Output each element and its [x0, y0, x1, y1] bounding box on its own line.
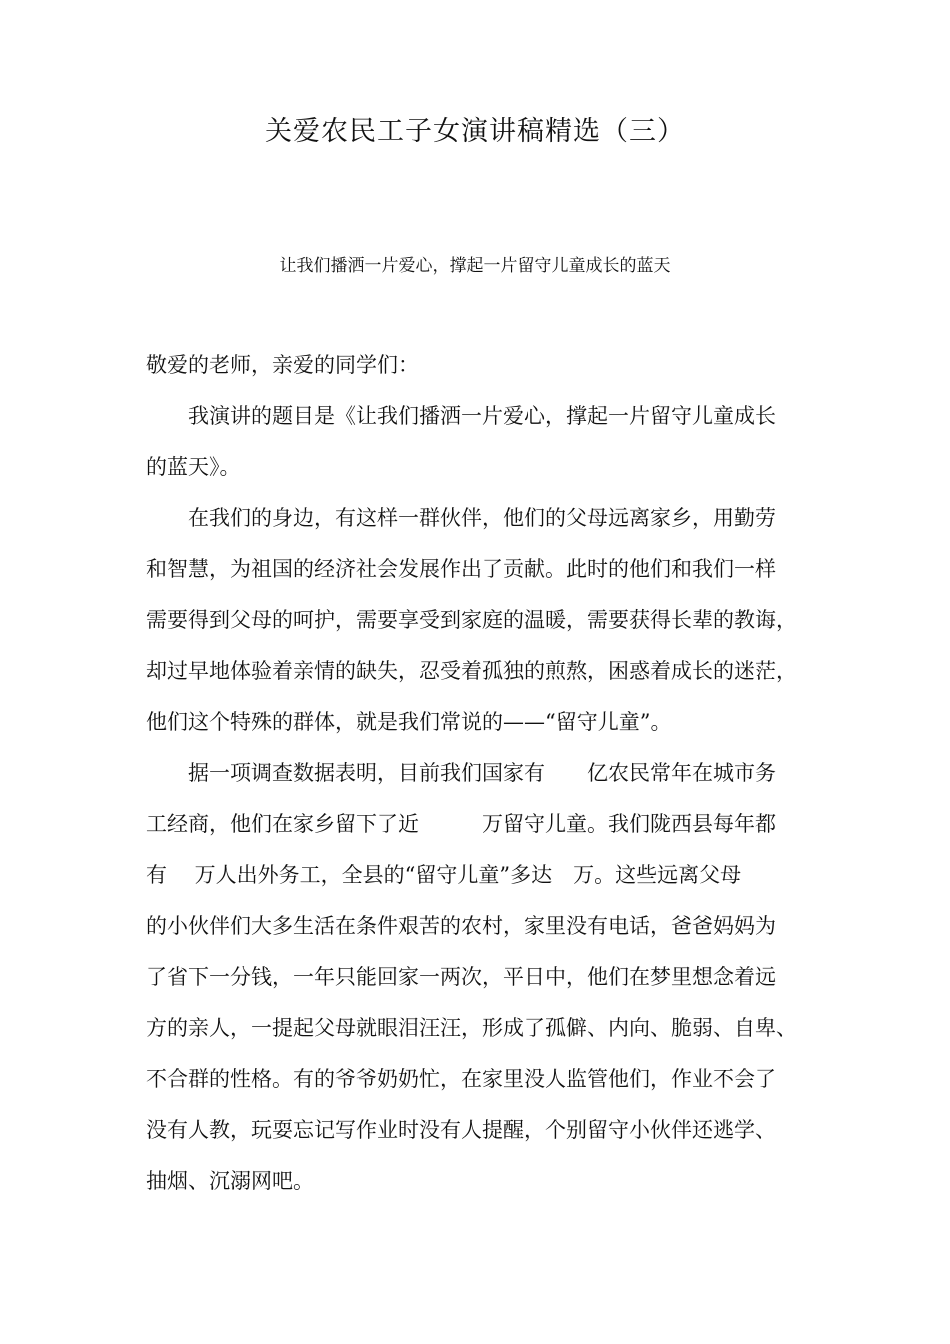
paragraph-line: 需要得到父母的呵护，需要享受到家庭的温暖，需要获得长辈的教诲，	[146, 608, 797, 632]
paragraph-line: 和智慧，为祖国的经济社会发展作出了贡献。此时的他们和我们一样	[146, 557, 776, 581]
paragraph-line: 不合群的性格。有的爷爷奶奶忙，在家里没人监管他们，作业不会了	[146, 1067, 776, 1091]
paragraph-line: 抽烟、沉溺网吧。	[146, 1169, 314, 1193]
paragraph-2	[146, 493, 808, 748]
paragraph-line: 有 万人出外务工，全县的“留守儿童”多达 万。这些远离父母	[146, 863, 742, 887]
paragraph-line: 方的亲人，一提起父母就眼泪汪汪，形成了孤僻、内向、脆弱、自卑、	[146, 1016, 797, 1040]
paragraph-line: 了省下一分钱，一年只能回家一两次，平日中，他们在梦里想念着远	[146, 965, 776, 989]
paragraph-line: 却过早地体验着亲情的缺失，忍受着孤独的煎熬，困惑着成长的迷茫，	[146, 659, 797, 683]
paragraph-line: 我演讲的题目是《让我们播洒一片爱心，撑起一片留守儿童成长	[188, 404, 776, 428]
paragraph-line: 工经商，他们在家乡留下了近 万留守儿童。我们陇西县每年都	[146, 812, 776, 836]
paragraph-line: 他们这个特殊的群体，就是我们常说的——“留守儿童”。	[146, 710, 672, 734]
paragraph-3	[146, 748, 808, 1207]
document-subtitle: 让我们播洒一片爱心，撑起一片留守儿童成长的蓝天	[279, 256, 671, 276]
document-title: 关爱农民工子女演讲稿精选（三）	[265, 116, 685, 147]
paragraph-line: 据一项调查数据表明，目前我们国家有 亿农民常年在城市务	[188, 761, 776, 785]
paragraph-line: 在我们的身边，有这样一群伙伴，他们的父母远离家乡，用勤劳	[188, 506, 776, 530]
paragraph-line: 的小伙伴们大多生活在条件艰苦的农村，家里没有电话，爸爸妈妈为	[146, 914, 776, 938]
paragraph-1	[146, 391, 808, 493]
paragraph-line: 没有人教，玩耍忘记写作业时没有人提醒，个别留守小伙伴还逃学、	[146, 1118, 776, 1142]
greeting-line: 敬爱的老师，亲爱的同学们：	[146, 353, 419, 377]
document-body	[146, 340, 808, 1207]
paragraph-line: 的蓝天》。	[146, 455, 241, 479]
